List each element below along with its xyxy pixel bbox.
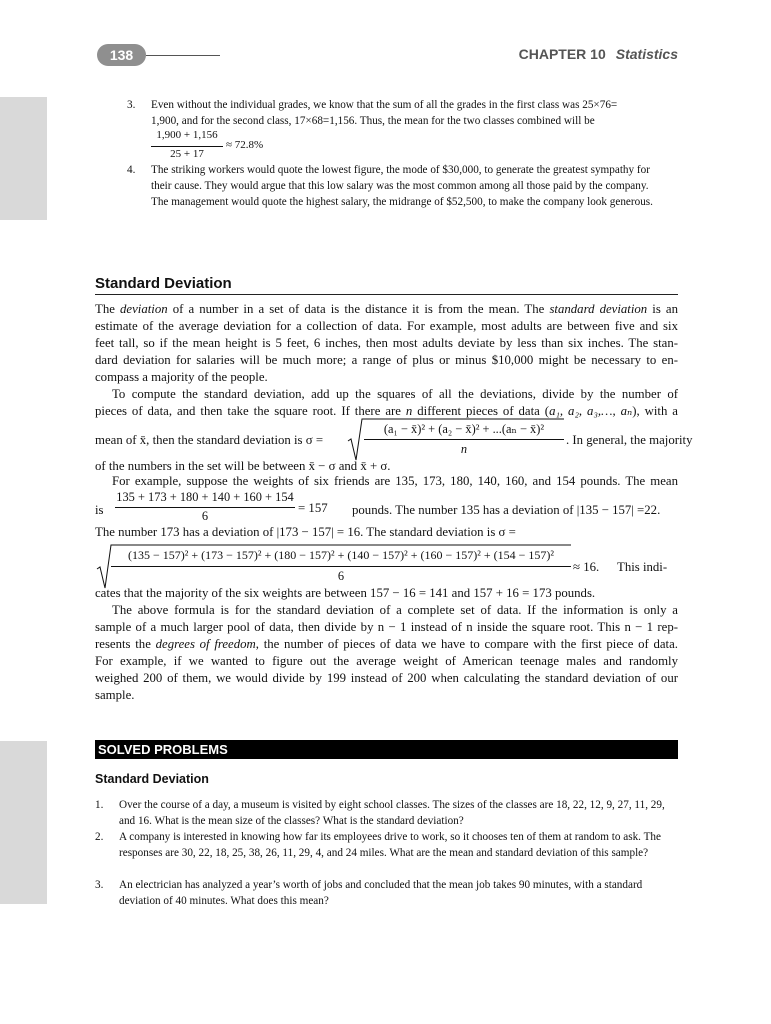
solved-subtitle: Standard Deviation (95, 772, 209, 786)
term-degrees-of-freedom: degrees of freedom (155, 637, 256, 651)
p3-is: is (95, 503, 104, 517)
answer-number: 4. (127, 164, 136, 176)
margin-tab-bottom (0, 741, 47, 904)
mean-fraction-bar (115, 507, 295, 508)
p2-line-1: To compute the standard deviation, add up the squares of all the deviations, divide by the number of (112, 387, 678, 401)
text: , the number of pieces of data we have to compare with the first piece of data. (255, 637, 678, 651)
text: resents the (95, 637, 156, 651)
problem-number: 3. (95, 879, 104, 891)
answer-4 (127, 162, 667, 211)
text: The (95, 302, 120, 316)
text: ), with a (632, 404, 678, 418)
problem-text: An electrician has analyzed a year’s worth of jobs and concluded that the mean job takes 90 minutes, with a standard deviation of 40 minutes. What does this mean? (119, 879, 643, 908)
p4-line-6: sample. (95, 688, 135, 702)
mean-numerator: 135 + 173 + 180 + 140 + 160 + 154 (116, 490, 294, 504)
answer-3-line-2: 1,900, and for the second class, 17×68=1,156. Thus, the mean for the two classes combined will be (151, 115, 595, 128)
text: of a number in a set of data is the distance it is from the mean. The (167, 302, 550, 316)
mean-result: = 157 (298, 501, 328, 515)
p3-line-2b: pounds. The number 135 has a deviation of |135 − 157| =22. (352, 503, 661, 517)
p1-line-3: feet tall, so if the mean height is 5 feet, 6 inches, then most adults deviate by less than six inches. The stan- (95, 336, 678, 350)
page-number-badge: 138 (97, 44, 146, 66)
mean-denominator: 6 (201, 509, 209, 523)
section-rule (95, 294, 678, 295)
text: pieces of data, and then take the square root. If there are (95, 404, 406, 418)
answer-3 (127, 97, 667, 129)
var-n: n (405, 404, 413, 418)
p4-line-5: weighed 200 of them, we would divide by 199 instead of 200 when calculating the standard deviation of our (95, 671, 678, 685)
answer-4-text: The striking workers would quote the lowest figure, the mode of $30,000, to generate the greatest sympathy for their cause. They would argue that this low salary was the most common among all those paid by the company. The management would quote the highest salary, the midrange of $52,500, to make the company look generous. (151, 164, 653, 209)
problem-text: Over the course of a day, a museum is visited by eight school classes. The sizes of the classes are 18, 22, 12, 9, 27, 11, 29, and 16. What is the mean size of the classes? What is the standard deviation? (119, 799, 665, 828)
answer-3-fraction-bar (151, 146, 223, 147)
p2-line-4: of the numbers in the set will be between x̄ − σ and x̄ + σ. (95, 459, 391, 473)
sd-formula-fraction-bar (364, 439, 564, 440)
p1-line-4: dard deviation for salaries will be much more; a range of plus or minus $10,000 might be necessary to en- (95, 353, 678, 367)
text: is an (647, 302, 678, 316)
p4-line-3 (95, 637, 678, 652)
p2-line-3b: . In general, the majority (566, 433, 693, 447)
p3-line-5: cates that the majority of the six weights are between 157 − 16 = 141 and 157 + 16 = 173 pounds. (95, 586, 596, 600)
answer-3-numerator: 1,900 + 1,156 (156, 129, 218, 141)
sd-formula-numerator: (a₁ − x̄)² + (a₂ − x̄)² + ...(aₙ − x̄)² (383, 422, 545, 436)
header-rule (146, 55, 220, 56)
sd-example-numerator: (135 − 157)² + (173 − 157)² + (180 − 157)² + (140 − 157)² + (160 − 157)² + (154 − 157)² (128, 548, 554, 562)
sd-example-result: ≈ 16. (573, 560, 600, 574)
p3-line-4-tail: This indi- (617, 560, 668, 574)
chapter-title: Statistics (615, 46, 678, 62)
section-title: Standard Deviation (95, 275, 232, 292)
p1-line-1 (95, 302, 678, 317)
p4-line-4: For example, if we wanted to figure out the average weight of American teenage males and randomly (95, 654, 678, 668)
term-standard-deviation: standard deviation (549, 302, 648, 316)
sd-example-fraction-bar (111, 566, 571, 567)
answer-3-denominator: 25 + 17 (170, 148, 204, 160)
chapter-heading (519, 46, 678, 62)
problem-number: 1. (95, 799, 104, 811)
answer-3-result: ≈ 72.8% (226, 139, 264, 151)
p1-line-2: estimate of the average deviation for a collection of data. For example, most adults are between five and six (95, 319, 678, 333)
term-deviation: deviation (120, 302, 168, 316)
p4-line-2: sample of a much larger pool of data, then divide by n − 1 instead of n inside the square root. This n − 1 rep- (95, 620, 678, 634)
chapter-label: CHAPTER 10 (518, 46, 606, 62)
answer-number: 3. (127, 99, 136, 111)
answer-3-line-1: Even without the individual grades, we know that the sum of all the grades in the first class was 25×76= (151, 99, 618, 111)
text: different pieces of data ( (412, 404, 550, 418)
problem-number: 2. (95, 831, 104, 843)
p3-line-3: The number 173 has a deviation of |173 − 157| = 16. The standard deviation is σ = (95, 525, 516, 539)
problem-text: A company is interested in knowing how far its employees drive to work, so it chooses ten of them at random to ask. The responses are 30, 22, 18, 25, 38, 26, 11, 29, 4, and 24 miles. What are the mean and standard deviation of this sample? (119, 831, 661, 860)
p4-line-1: The above formula is for the standard deviation of a complete set of data. If the information is only a (112, 603, 678, 617)
solved-problems-banner: SOLVED PROBLEMS (95, 740, 678, 759)
problem-1 (95, 797, 667, 829)
p1-line-5: compass a majority of the people. (95, 370, 268, 384)
sd-example-denominator: 6 (337, 569, 345, 583)
problem-3 (95, 877, 667, 909)
data-list: a₁, a₂, a₃,…, aₙ (549, 404, 633, 418)
p2-line-3a: mean of x̄, then the standard deviation is σ = (95, 433, 324, 447)
sd-formula-denominator: n (460, 442, 468, 456)
p3-line-1: For example, suppose the weights of six friends are 135, 173, 180, 140, 160, and 154 pounds. The mean (112, 474, 678, 488)
margin-tab-top (0, 97, 47, 220)
problem-2 (95, 829, 667, 861)
